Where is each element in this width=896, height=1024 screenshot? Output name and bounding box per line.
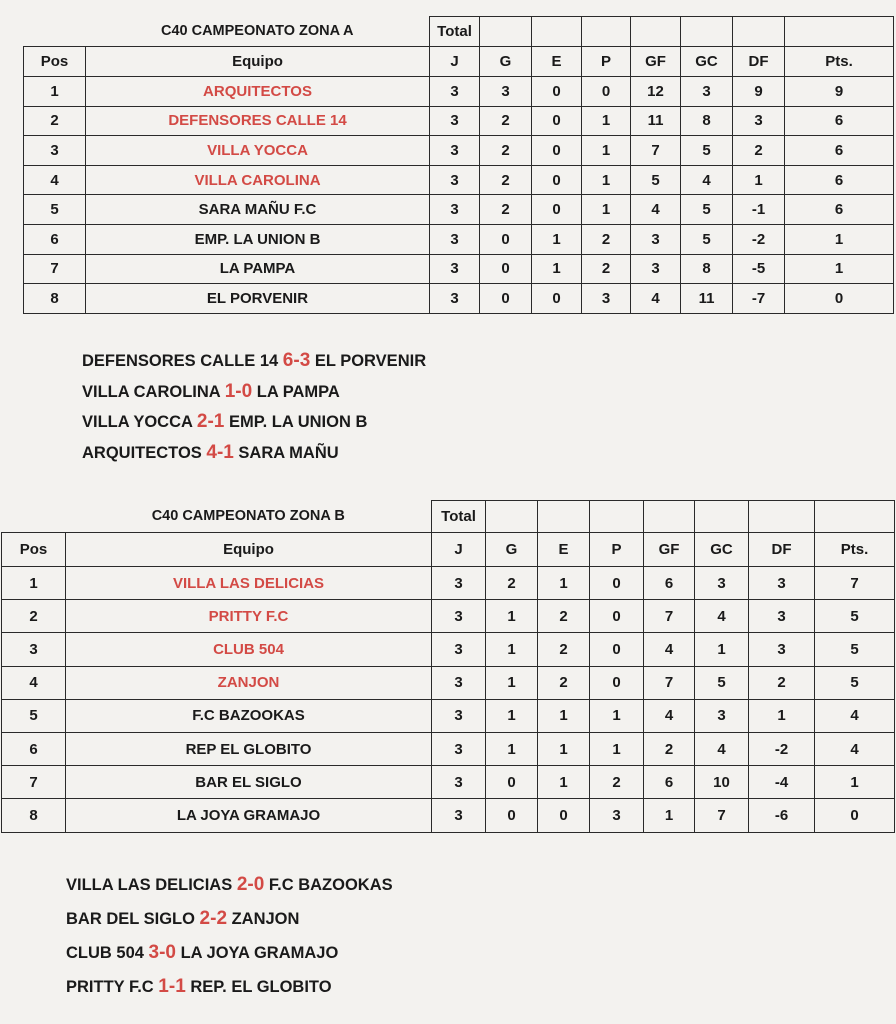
cell-gc: 11 (681, 284, 733, 314)
cell-p: 1 (590, 699, 644, 732)
cell-gc: 1 (695, 633, 749, 666)
cell-e: 2 (538, 666, 590, 699)
cell-pts: 1 (785, 254, 894, 284)
header-pos: Pos (24, 47, 86, 77)
cell-df: 9 (733, 77, 785, 107)
match-result (66, 970, 393, 1004)
cell-df: -7 (733, 284, 785, 314)
cell-pos: 7 (2, 766, 66, 799)
cell-team: VILLA YOCCA (86, 136, 430, 166)
zona-b-title-row (2, 501, 895, 533)
table-row (2, 766, 895, 799)
cell-df: -2 (749, 732, 815, 765)
cell-g: 3 (480, 77, 532, 107)
cell-j: 3 (430, 165, 480, 195)
away-team: EMP. LA UNION B (224, 413, 368, 431)
match-result (82, 407, 426, 438)
header-g: G (480, 47, 532, 77)
cell-df: 3 (749, 567, 815, 600)
cell-pts: 1 (815, 766, 895, 799)
cell-gc: 5 (681, 224, 733, 254)
cell-gf: 5 (631, 165, 681, 195)
header-gf: GF (631, 47, 681, 77)
cell-gc: 3 (695, 699, 749, 732)
match-score: 4-1 (206, 441, 234, 463)
cell-e: 0 (532, 284, 582, 314)
cell-df: -6 (749, 799, 815, 832)
cell-gc: 10 (695, 766, 749, 799)
cell-p: 0 (582, 77, 631, 107)
cell-p: 1 (582, 195, 631, 225)
cell-pos: 6 (24, 224, 86, 254)
cell-g: 2 (480, 165, 532, 195)
cell-pos: 1 (24, 77, 86, 107)
cell-g: 0 (480, 254, 532, 284)
cell-gc: 3 (681, 77, 733, 107)
cell-g: 1 (486, 732, 538, 765)
away-team: ZANJON (227, 910, 300, 928)
cell-pos: 8 (2, 799, 66, 832)
cell-df: 1 (733, 165, 785, 195)
cell-pos: 1 (2, 567, 66, 600)
cell-g: 1 (486, 699, 538, 732)
cell-df: -4 (749, 766, 815, 799)
home-team: BAR DEL SIGLO (66, 910, 200, 928)
table-row (24, 77, 894, 107)
cell-team: BAR EL SIGLO (66, 766, 432, 799)
cell-df: 3 (733, 106, 785, 136)
header-pts: Pts. (815, 533, 895, 567)
zona-a-results (82, 346, 426, 468)
away-team: LA PAMPA (252, 382, 340, 401)
header-p: P (582, 47, 631, 77)
cell-team: F.C BAZOOKAS (66, 699, 432, 732)
cell-pts: 6 (785, 106, 894, 136)
cell-pts: 0 (785, 284, 894, 314)
table-row (2, 567, 895, 600)
home-team: ARQUITECTOS (82, 443, 207, 462)
header-e: E (532, 47, 582, 77)
cell-team: ZANJON (66, 666, 432, 699)
cell-pts: 5 (815, 600, 895, 633)
match-result (66, 936, 393, 970)
cell-e: 1 (538, 766, 590, 799)
home-team: CLUB 504 (66, 944, 149, 962)
cell-gf: 6 (644, 766, 695, 799)
cell-gc: 4 (695, 732, 749, 765)
zona-b-standings-table (1, 500, 895, 833)
cell-gc: 7 (695, 799, 749, 832)
cell-g: 2 (480, 136, 532, 166)
header-g: G (486, 533, 538, 567)
cell-gc: 8 (681, 106, 733, 136)
cell-e: 0 (532, 77, 582, 107)
table-row (2, 732, 895, 765)
cell-gf: 11 (631, 106, 681, 136)
cell-p: 1 (590, 732, 644, 765)
match-score: 1-0 (224, 380, 253, 402)
cell-gc: 4 (695, 600, 749, 633)
cell-team: LA PAMPA (86, 254, 430, 284)
cell-pos: 4 (2, 666, 66, 699)
cell-e: 1 (538, 732, 590, 765)
cell-j: 3 (430, 136, 480, 166)
table-row (24, 254, 894, 284)
table-row (2, 600, 895, 633)
zona-a-header-row (24, 47, 894, 77)
cell-gc: 5 (695, 666, 749, 699)
cell-e: 0 (532, 136, 582, 166)
table-row (2, 666, 895, 699)
home-team: DEFENSORES CALLE 14 (82, 352, 283, 370)
cell-p: 2 (590, 766, 644, 799)
away-team: LA JOYA GRAMAJO (176, 944, 339, 962)
cell-pts: 6 (785, 165, 894, 195)
match-score: 1-1 (158, 976, 186, 997)
match-result (82, 377, 426, 408)
cell-df: 2 (733, 136, 785, 166)
cell-gf: 4 (631, 195, 681, 225)
cell-g: 0 (486, 766, 538, 799)
cell-team: EL PORVENIR (86, 284, 430, 314)
cell-pts: 5 (815, 666, 895, 699)
cell-df: -2 (733, 224, 785, 254)
zona-a-total-label: Total (430, 17, 480, 47)
away-team: SARA MAÑU (233, 443, 339, 462)
header-pos: Pos (2, 533, 66, 567)
cell-e: 1 (538, 567, 590, 600)
zona-b-results (66, 868, 393, 1004)
zona-b-header-row (2, 533, 895, 567)
cell-p: 0 (590, 633, 644, 666)
cell-pts: 0 (815, 799, 895, 832)
cell-pts: 6 (785, 195, 894, 225)
cell-team: DEFENSORES CALLE 14 (86, 106, 430, 136)
table-row (2, 633, 895, 666)
cell-team: ARQUITECTOS (86, 77, 430, 107)
cell-gf: 1 (644, 799, 695, 832)
cell-e: 0 (532, 195, 582, 225)
cell-gf: 6 (644, 567, 695, 600)
cell-e: 1 (532, 254, 582, 284)
header-p: P (590, 533, 644, 567)
away-team: REP. EL GLOBITO (185, 978, 332, 996)
cell-j: 3 (430, 284, 480, 314)
cell-gf: 4 (644, 633, 695, 666)
away-team: F.C BAZOOKAS (264, 876, 393, 894)
header-df: DF (733, 47, 785, 77)
cell-pos: 5 (24, 195, 86, 225)
cell-gf: 4 (631, 284, 681, 314)
cell-pts: 5 (815, 633, 895, 666)
cell-pos: 2 (2, 600, 66, 633)
header-j: J (432, 533, 486, 567)
cell-e: 2 (538, 600, 590, 633)
cell-pos: 3 (2, 633, 66, 666)
cell-j: 3 (430, 224, 480, 254)
cell-p: 0 (590, 666, 644, 699)
table-row (2, 699, 895, 732)
cell-team: CLUB 504 (66, 633, 432, 666)
cell-pts: 6 (785, 136, 894, 166)
cell-j: 3 (432, 732, 486, 765)
cell-team: SARA MAÑU F.C (86, 195, 430, 225)
cell-p: 1 (582, 106, 631, 136)
header-equipo: Equipo (66, 533, 432, 567)
cell-df: -1 (733, 195, 785, 225)
cell-p: 1 (582, 136, 631, 166)
cell-e: 0 (532, 165, 582, 195)
match-score: 2-0 (236, 874, 265, 895)
match-score: 6-3 (282, 350, 311, 371)
zona-b-title: C40 CAMPEONATO ZONA B (66, 501, 432, 533)
cell-df: -5 (733, 254, 785, 284)
home-team: PRITTY F.C (66, 978, 159, 996)
cell-j: 3 (430, 254, 480, 284)
cell-e: 2 (538, 633, 590, 666)
cell-j: 3 (432, 633, 486, 666)
cell-pos: 7 (24, 254, 86, 284)
cell-j: 3 (430, 77, 480, 107)
cell-j: 3 (432, 567, 486, 600)
cell-j: 3 (432, 799, 486, 832)
match-score: 3-0 (148, 942, 176, 963)
cell-p: 3 (590, 799, 644, 832)
cell-g: 1 (486, 600, 538, 633)
cell-p: 0 (590, 567, 644, 600)
cell-j: 3 (432, 699, 486, 732)
cell-df: 3 (749, 633, 815, 666)
cell-p: 0 (590, 600, 644, 633)
cell-gf: 3 (631, 254, 681, 284)
cell-g: 1 (486, 666, 538, 699)
cell-g: 0 (486, 799, 538, 832)
match-score: 2-1 (196, 411, 225, 432)
cell-gf: 7 (631, 136, 681, 166)
cell-team: LA JOYA GRAMAJO (66, 799, 432, 832)
match-result (82, 346, 426, 377)
cell-df: 2 (749, 666, 815, 699)
cell-j: 3 (432, 766, 486, 799)
cell-gc: 8 (681, 254, 733, 284)
cell-p: 2 (582, 224, 631, 254)
cell-g: 2 (486, 567, 538, 600)
cell-gf: 4 (644, 699, 695, 732)
cell-g: 2 (480, 106, 532, 136)
cell-e: 0 (538, 799, 590, 832)
cell-team: PRITTY F.C (66, 600, 432, 633)
cell-team: REP EL GLOBITO (66, 732, 432, 765)
cell-pts: 1 (785, 224, 894, 254)
cell-j: 3 (432, 666, 486, 699)
zona-b-total-label: Total (432, 501, 486, 533)
home-team: VILLA YOCCA (82, 413, 197, 431)
table-row (24, 136, 894, 166)
cell-gc: 5 (681, 195, 733, 225)
match-result (66, 868, 393, 902)
cell-gc: 3 (695, 567, 749, 600)
cell-gf: 12 (631, 77, 681, 107)
cell-p: 1 (582, 165, 631, 195)
cell-e: 1 (532, 224, 582, 254)
cell-pts: 9 (785, 77, 894, 107)
header-pts: Pts. (785, 47, 894, 77)
home-team: VILLA LAS DELICIAS (66, 876, 237, 894)
cell-j: 3 (430, 195, 480, 225)
cell-gc: 4 (681, 165, 733, 195)
cell-pos: 3 (24, 136, 86, 166)
home-team: VILLA CAROLINA (82, 382, 225, 401)
cell-j: 3 (432, 600, 486, 633)
cell-gf: 2 (644, 732, 695, 765)
cell-team: EMP. LA UNION B (86, 224, 430, 254)
cell-pos: 5 (2, 699, 66, 732)
cell-e: 0 (532, 106, 582, 136)
cell-df: 1 (749, 699, 815, 732)
table-row (24, 165, 894, 195)
cell-pos: 4 (24, 165, 86, 195)
zona-a-title-row (24, 17, 894, 47)
table-row (2, 799, 895, 832)
cell-gf: 7 (644, 666, 695, 699)
cell-p: 2 (582, 254, 631, 284)
table-row (24, 195, 894, 225)
zona-a-standings-table (23, 16, 894, 314)
header-gc: GC (695, 533, 749, 567)
cell-gf: 3 (631, 224, 681, 254)
header-df: DF (749, 533, 815, 567)
table-row (24, 106, 894, 136)
cell-gf: 7 (644, 600, 695, 633)
match-score: 2-2 (199, 908, 228, 929)
header-gf: GF (644, 533, 695, 567)
cell-g: 0 (480, 284, 532, 314)
away-team: EL PORVENIR (310, 352, 427, 370)
cell-df: 3 (749, 600, 815, 633)
header-equipo: Equipo (86, 47, 430, 77)
cell-pos: 2 (24, 106, 86, 136)
header-gc: GC (681, 47, 733, 77)
cell-j: 3 (430, 106, 480, 136)
cell-pos: 6 (2, 732, 66, 765)
zona-a-title: C40 CAMPEONATO ZONA A (86, 17, 430, 47)
header-j: J (430, 47, 480, 77)
cell-g: 2 (480, 195, 532, 225)
header-e: E (538, 533, 590, 567)
cell-g: 1 (486, 633, 538, 666)
cell-g: 0 (480, 224, 532, 254)
table-row (24, 224, 894, 254)
cell-pos: 8 (24, 284, 86, 314)
cell-e: 1 (538, 699, 590, 732)
cell-team: VILLA CAROLINA (86, 165, 430, 195)
cell-pts: 4 (815, 699, 895, 732)
cell-pts: 4 (815, 732, 895, 765)
table-row (24, 284, 894, 314)
cell-p: 3 (582, 284, 631, 314)
cell-pts: 7 (815, 567, 895, 600)
match-result (66, 902, 393, 936)
cell-gc: 5 (681, 136, 733, 166)
cell-team: VILLA LAS DELICIAS (66, 567, 432, 600)
match-result (82, 438, 426, 469)
